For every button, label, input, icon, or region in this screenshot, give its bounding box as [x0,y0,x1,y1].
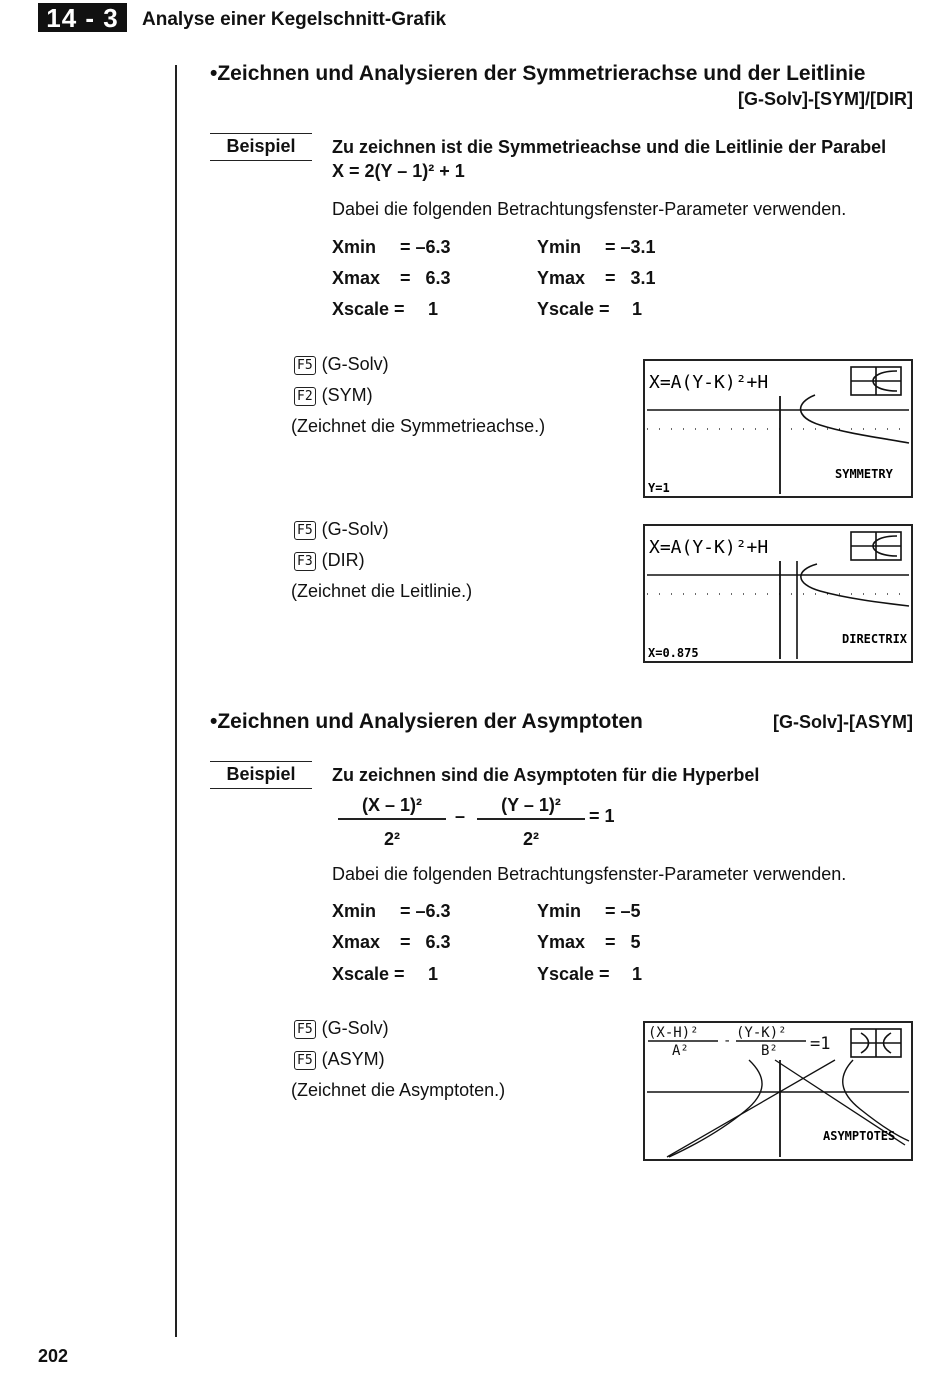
screen-den2: B² [761,1043,778,1059]
example-label: Beispiel [210,133,312,161]
screen-formula: X=A(Y-K)²+H [649,537,769,558]
calculator-screen-directrix [643,524,913,663]
param-ymax-value: = 3.1 [605,268,656,288]
f3-key: F3 [294,552,316,571]
step-note: (Zeichnet die Symmetrieachse.) [291,416,546,436]
fraction2-numerator: (Y – 1)² [501,795,561,815]
param-xmin-label: Xmin [332,901,377,921]
param-ymax-value: = 5 [605,932,641,952]
f5-key: F5 [294,521,316,540]
param-ymin-value: = –5 [605,901,641,921]
param-ymax-label: Ymax [537,268,586,288]
fraction-bar [338,818,446,820]
screen-label: DIRECTRIX [842,632,908,646]
step-note: (Zeichnet die Asymptoten.) [291,1080,506,1100]
param-yscale-value: 1 [632,964,643,984]
screen-num2: (Y-K)² [736,1025,787,1041]
example-description: Zu zeichnen ist die Symmetrieachse und die Leitlinie der Parabel [332,137,887,157]
param-xscale-label: Xscale = [332,964,405,984]
f5-key: F5 [294,1051,316,1070]
section2-keys: [G-Solv]-[ASYM] [773,712,913,732]
fraction2-denominator: 2² [522,829,539,849]
param-ymax-label: Ymax [537,932,586,952]
param-xmax-label: Xmax [332,932,381,952]
fraction-bar [477,818,585,820]
param-ymin-value: = –3.1 [605,237,656,257]
step-text: (G-Solv) [321,354,389,374]
step-line [294,385,373,406]
step-note: (Zeichnet die Leitlinie.) [291,581,473,601]
fraction1-denominator: 2² [383,829,400,849]
chapter-title: Analyse einer Kegelschnitt-Grafik [142,9,447,30]
param-xmin-value: = –6.3 [400,237,451,257]
param-xmin-label: Xmin [332,237,377,257]
step-text: (SYM) [321,385,373,405]
view-window-icon [851,1029,901,1057]
f5-key: F5 [294,1020,316,1039]
param-yscale-value: 1 [632,299,643,319]
page-number: 202 [38,1346,69,1366]
step-text: (DIR) [321,550,365,570]
section1-keys: [G-Solv]-[SYM]/[DIR] [738,89,913,109]
fraction1-numerator: (X – 1)² [361,795,422,815]
param-xmin-value: = –6.3 [400,901,451,921]
step-line [294,519,389,540]
screen-result: Y=1 [648,481,670,495]
param-xmax-label: Xmax [332,268,381,288]
step-line [294,354,389,375]
margin-rule [175,65,177,1337]
screen-den1: A² [672,1043,689,1059]
screen-result: X=0.875 [648,646,699,660]
calculator-screen-asymptotes [643,1021,913,1161]
parabola-equation: X = 2(Y – 1)² + 1 [332,161,465,181]
param-xmax-value: = 6.3 [400,268,451,288]
view-window-icon [851,367,901,395]
screen-label: ASYMPTOTES [823,1129,896,1143]
param-ymin-label: Ymin [537,901,582,921]
param-xscale-value: 1 [428,299,439,319]
step-line [294,550,365,571]
view-window-icon [851,532,901,560]
equals-one: = 1 [589,806,615,826]
screen-minus: - [723,1033,732,1049]
window-intro: Dabei die folgenden Betrachtungsfenster-Parameter verwenden. [332,199,847,219]
window-intro: Dabei die folgenden Betrachtungsfenster-Parameter verwenden. [332,864,847,884]
example-description: Zu zeichnen sind die Asymptoten für die Hyperbel [332,765,760,785]
step-line [294,1049,385,1070]
step-line [294,1018,389,1039]
f5-key: F5 [294,356,316,375]
param-xscale-label: Xscale = [332,299,405,319]
minus-sign: – [454,806,465,826]
f2-key: F2 [294,387,316,406]
step-text: (G-Solv) [321,1018,389,1038]
screen-formula: X=A(Y-K)²+H [649,372,769,393]
section2-title: •Zeichnen und Analysieren der Asymptoten [210,710,643,733]
calculator-screen-symmetry [643,359,913,498]
screen-eq: =1 [810,1034,831,1054]
section1-title: •Zeichnen und Analysieren der Symmetrierachse und der Leitlinie [210,62,866,85]
section-number-badge: 14 - 3 [38,3,127,32]
step-text: (G-Solv) [321,519,389,539]
screen-label: SYMMETRY [835,467,893,481]
example-label: Beispiel [210,761,312,789]
screen-num1: (X-H)² [648,1025,699,1041]
param-xmax-value: = 6.3 [400,932,451,952]
param-yscale-label: Yscale = [537,964,610,984]
param-ymin-label: Ymin [537,237,582,257]
step-text: (ASYM) [321,1049,385,1069]
param-yscale-label: Yscale = [537,299,610,319]
param-xscale-value: 1 [428,964,439,984]
